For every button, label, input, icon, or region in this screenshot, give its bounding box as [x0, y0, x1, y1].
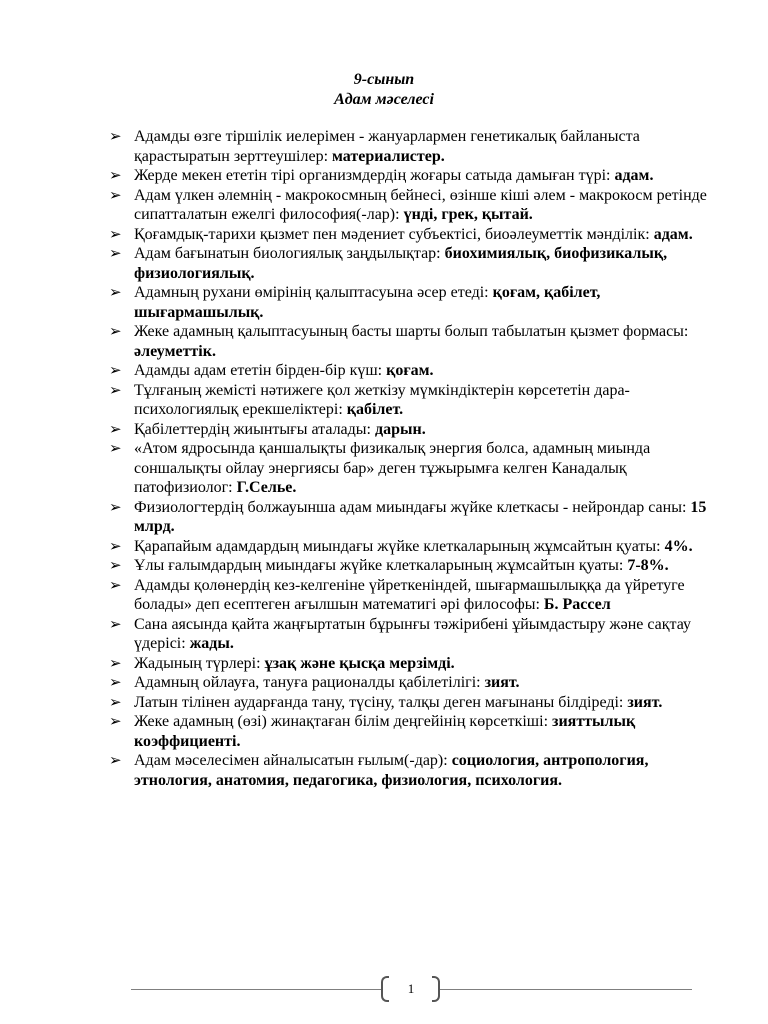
item-answer: Б. Рассел — [543, 596, 611, 613]
list-item — [106, 498, 716, 537]
arrow-bullet-icon: ➢ — [109, 653, 122, 672]
item-question: Жадының түрлері: — [134, 654, 265, 672]
item-question: Қарапайым адамдардың миындағы жүйке клеткаларының жұмсайтын қуаты: — [134, 537, 665, 555]
right-bracket-icon — [432, 976, 440, 1002]
question-list-container — [106, 127, 716, 790]
list-item — [106, 166, 716, 186]
list-item — [106, 693, 716, 713]
list-item — [106, 225, 716, 245]
arrow-bullet-icon: ➢ — [109, 185, 122, 204]
list-item — [106, 556, 716, 576]
item-question: Адамды өзге тіршілік иелерімен - жануарлармен генетикалық байланыста қарастыратын зерттеушілер: — [134, 128, 640, 165]
page-number: 1 — [407, 981, 415, 996]
item-question: Жеке адамның қалыптасуының басты шарты болып табылатын қызмет формасы: — [134, 323, 689, 340]
item-question: Жерде мекен ететін тірі организмдердің жоғары сатыда дамыған түрі: — [134, 167, 615, 184]
item-answer: Г.Селье. — [236, 479, 297, 496]
arrow-bullet-icon: ➢ — [109, 419, 122, 438]
list-item — [106, 186, 716, 225]
item-answer: қоғам. — [386, 362, 434, 379]
item-answer: зият. — [484, 674, 520, 691]
item-question: Қоғамдық-тарихи қызмет пен мәдениет субъектісі, биоәлеуметтік мәнділік: — [134, 225, 654, 243]
item-answer: әлеуметтік. — [134, 342, 216, 360]
item-answer: үнді, грек, қытай. — [403, 206, 533, 223]
item-question: Физиологтердің болжауынша адам миындағы жүйке клеткасы - нейрондар саны: — [134, 498, 691, 516]
item-answer: социология, антропология, этнология, анатомия, педагогика, физиология, психология. — [134, 752, 649, 789]
item-answer: адам. — [614, 167, 654, 184]
item-question: Жеке адамның (өзі) жинақтаған білім деңгейінің көрсеткіші: — [134, 713, 553, 730]
item-answer: қабілет. — [346, 401, 404, 418]
arrow-bullet-icon: ➢ — [109, 283, 122, 301]
arrow-bullet-icon: ➢ — [109, 712, 122, 730]
item-answer: дарын. — [375, 420, 426, 438]
document-header — [0, 70, 768, 110]
arrow-bullet-icon: ➢ — [109, 224, 122, 243]
item-question: Адам бағынатын биологиялық заңдылықтар: — [134, 245, 445, 262]
list-item — [106, 673, 716, 693]
item-question: Адамның рухани өмірінің қалыптасуына әсер етеді: — [134, 284, 493, 301]
item-answer: зият. — [627, 693, 663, 711]
list-item — [106, 537, 716, 557]
arrow-bullet-icon: ➢ — [109, 166, 122, 184]
item-question: Латын тілінен аударғанда тану, түсіну, талқы деген мағынаны білдіреді: — [134, 693, 628, 711]
item-question: Адамды адам ететін бірден-бір күш: — [134, 362, 387, 379]
list-item — [106, 361, 716, 381]
arrow-bullet-icon: ➢ — [109, 322, 122, 340]
list-item — [106, 439, 716, 498]
grade-title: 9-сынып — [353, 71, 415, 88]
arrow-bullet-icon: ➢ — [109, 692, 122, 711]
item-answer: материалистер. — [332, 147, 445, 165]
arrow-bullet-icon: ➢ — [109, 497, 122, 516]
arrow-bullet-icon: ➢ — [109, 751, 122, 769]
item-answer: адам. — [653, 225, 693, 243]
item-question: Адам үлкен әлемнің - макрокосмның бейнесі, өзінше кіші әлем - макрокосм ретінде сипатталатын ежелгі философия(-лар): — [134, 186, 707, 223]
page-footer — [0, 975, 768, 1005]
question-list — [106, 127, 716, 790]
arrow-bullet-icon: ➢ — [109, 439, 122, 457]
item-question: Адамның ойлауға, тануға рационалды қабілетілігі: — [134, 674, 485, 691]
arrow-bullet-icon: ➢ — [109, 127, 122, 145]
list-item — [106, 712, 716, 751]
item-answer: биохимиялық, биофизикалық, физиологиялық. — [134, 245, 668, 282]
item-answer: 15 млрд. — [134, 498, 707, 535]
arrow-bullet-icon: ➢ — [109, 556, 122, 574]
item-answer: жады. — [189, 635, 234, 652]
footer-rule-right — [440, 989, 692, 990]
item-question: Қабілеттердің жиынтығы аталады: — [134, 420, 375, 438]
arrow-bullet-icon: ➢ — [109, 614, 122, 633]
arrow-bullet-icon: ➢ — [109, 380, 122, 399]
list-item — [106, 283, 716, 322]
left-bracket-icon — [381, 976, 389, 1002]
arrow-bullet-icon: ➢ — [109, 244, 122, 262]
list-item — [106, 322, 716, 361]
footer-rule-left — [131, 989, 381, 990]
arrow-bullet-icon: ➢ — [109, 575, 122, 594]
topic-title: Адам мәселесі — [334, 91, 434, 108]
list-item — [106, 615, 716, 654]
item-answer: 4%. — [664, 537, 693, 555]
list-item — [106, 751, 716, 790]
list-item — [106, 576, 716, 615]
list-item — [106, 420, 716, 440]
item-answer: ұзақ және қысқа мерзімді. — [264, 654, 455, 672]
arrow-bullet-icon: ➢ — [109, 536, 122, 555]
item-answer: қоғам, қабілет, шығармашылық. — [134, 284, 601, 321]
list-item — [106, 244, 716, 283]
list-item — [106, 127, 716, 166]
arrow-bullet-icon: ➢ — [109, 673, 122, 691]
list-item — [106, 654, 716, 674]
item-question: Тұлғаның жемісті нәтижеге қол жеткізу мүмкіндіктерін көрсететін дара-психологиялық ерекшеліктері: — [134, 381, 630, 418]
item-question: «Атом ядросында қаншалықты физикалық энергия болса, адамның миында соншалықты ойлау энергиясы бар» деген тұжырымға келген Канадалық патофизиолог: — [134, 440, 651, 496]
item-question: Сана аясында қайта жаңғыртатын бұрынғы тәжірибені ұйымдастыру және сақтау үдерісі: — [134, 615, 692, 652]
item-question: Адамды қолөнердің кез-келгеніне үйреткеніндей, шығармашылыққа да үйретуге болады» деп есептеген ағылшын математигі әрі философы: — [134, 576, 685, 613]
item-answer: 7-8%. — [627, 557, 669, 574]
item-answer: зияттылық коэффициенті. — [134, 713, 636, 750]
arrow-bullet-icon: ➢ — [109, 361, 122, 379]
item-question: Ұлы ғалымдардың миындағы жүйке клеткаларының жұмсайтын қуаты: — [134, 557, 628, 574]
list-item — [106, 381, 716, 420]
item-question: Адам мәселесімен айналысатын ғылым(-дар): — [134, 752, 452, 769]
